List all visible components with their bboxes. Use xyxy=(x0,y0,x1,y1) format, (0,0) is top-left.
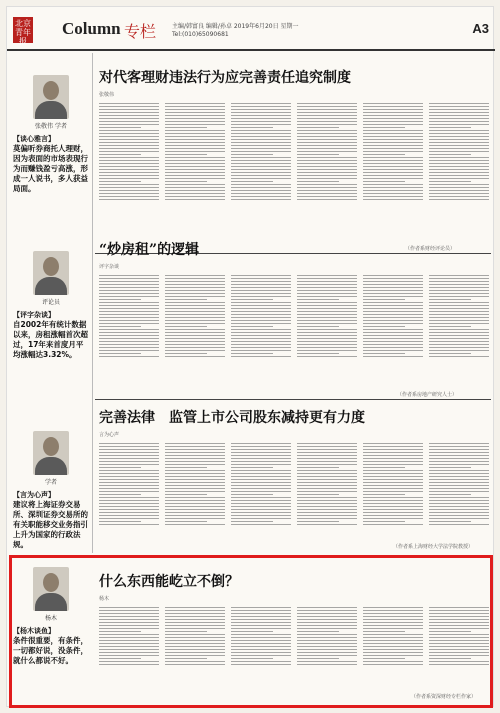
article-body xyxy=(99,273,489,359)
text-column xyxy=(165,273,225,359)
pull-quote: 条件很重要，有条件，一切都好说，没条件，就什么都说不好。 xyxy=(13,636,88,665)
article-byline: 评字杂谈 xyxy=(99,264,120,270)
article-byline: 言为心声 xyxy=(99,432,120,438)
text-column xyxy=(99,273,159,359)
sidebar xyxy=(7,53,93,553)
text-column xyxy=(231,101,291,202)
text-column xyxy=(363,441,423,527)
edition-info: 主编/韩富良 编辑/孙卓 2019年6月20日 星期一 xyxy=(172,23,299,30)
text-column xyxy=(297,101,357,202)
quote-title: 【杨木谈鱼】 xyxy=(13,627,55,635)
author-portrait xyxy=(33,251,69,295)
author-portrait xyxy=(33,431,69,475)
article-footnote: （作者系房地产研究人士） xyxy=(397,392,458,398)
text-column xyxy=(165,441,225,527)
article-footnote: （作者系资深财经专栏作家） xyxy=(411,694,477,700)
text-column xyxy=(297,441,357,527)
text-column xyxy=(363,273,423,359)
article-headline: 什么东西能屹立不倒？ xyxy=(99,574,239,590)
text-column xyxy=(165,101,225,202)
author-name: 张敬伟 学者 xyxy=(35,123,67,130)
newspaper-page xyxy=(6,6,494,707)
text-column xyxy=(429,273,489,359)
text-column xyxy=(429,605,489,667)
sidebar-commentator-3 xyxy=(13,431,89,550)
sidebar-commentator-2 xyxy=(13,251,89,360)
author-name: 杨木 xyxy=(44,615,57,622)
article-3 xyxy=(99,407,489,527)
column-title-cn: 专栏 xyxy=(124,22,157,41)
newspaper-logo: 北京青年报 xyxy=(15,19,31,46)
sidebar-commentator-1 xyxy=(13,75,89,194)
author-name: 学者 xyxy=(44,479,57,486)
text-column xyxy=(165,605,225,667)
quote-title: 【谈心雅言】 xyxy=(13,135,55,143)
article-footnote: （作者系财经评论员） xyxy=(405,246,456,252)
text-column xyxy=(429,101,489,202)
text-column xyxy=(99,441,159,527)
text-column xyxy=(99,101,159,202)
article-body xyxy=(99,605,489,667)
quote-title: 【评字杂谈】 xyxy=(13,311,55,319)
contact-info: Tel:(010)65090681 xyxy=(172,31,229,38)
article-body xyxy=(99,101,489,202)
column-title-en: Column xyxy=(62,19,121,38)
pull-quote: 莫偏听券商托人理财，因为表面的市场表现行为而赚钱盈亏高涨，形成一人说书，多人获益局面。 xyxy=(13,144,88,193)
article-footnote: （作者系上海财经大学法学院教授） xyxy=(393,544,474,550)
text-column xyxy=(429,441,489,527)
article-headline: “炒房租”的逻辑 xyxy=(99,242,200,258)
article-byline: 杨木 xyxy=(99,596,110,602)
text-column xyxy=(99,605,159,667)
article-byline: 张敬伟 xyxy=(99,92,115,98)
page-number: A3 xyxy=(472,21,489,36)
pull-quote: 自2002年有统计数据以来，房租涨幅首次超过，17年来首度月平均涨幅达3.32%。 xyxy=(13,320,88,359)
article-headline: 完善法律 监管上市公司股东减持更有力度 xyxy=(99,410,365,426)
article-headline: 对代客理财违法行为应完善责任追究制度 xyxy=(99,70,351,86)
author-name: 评论员 xyxy=(41,299,60,306)
pull-quote: 建议将上海证券交易所、深圳证券交易所的有关职能移交业务指引上升为国家的行政法规。 xyxy=(13,500,88,549)
article-1 xyxy=(99,67,489,202)
text-column xyxy=(363,605,423,667)
article-2 xyxy=(99,239,489,359)
article-4 xyxy=(99,571,489,667)
text-column xyxy=(297,273,357,359)
quote-title: 【言为心声】 xyxy=(13,491,55,499)
text-column xyxy=(231,273,291,359)
text-column xyxy=(231,441,291,527)
text-column xyxy=(363,101,423,202)
article-body xyxy=(99,441,489,527)
article-divider xyxy=(95,399,491,400)
text-column xyxy=(297,605,357,667)
author-portrait xyxy=(33,75,69,119)
masthead xyxy=(7,7,495,51)
text-column xyxy=(231,605,291,667)
